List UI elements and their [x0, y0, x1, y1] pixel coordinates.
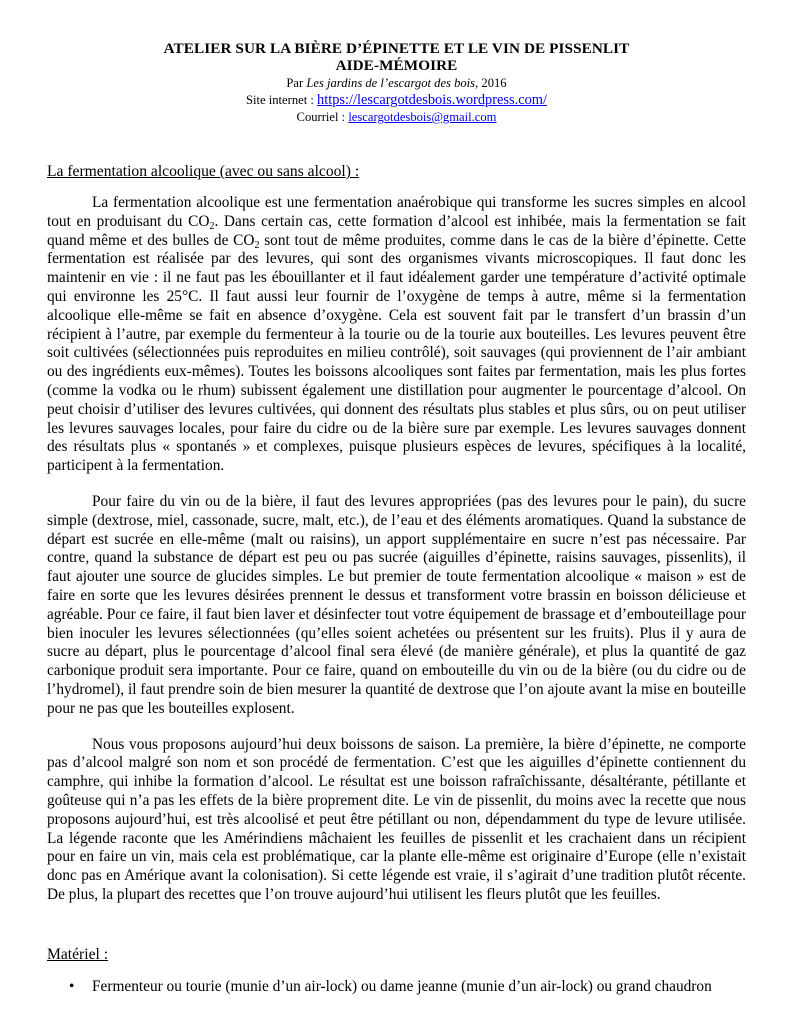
email-label: Courriel :: [296, 110, 349, 124]
paragraph-ingredients: Pour faire du vin ou de la bière, il faut des levures appropriées (pas des levures pour le pain), du sucre simple (dextrose, miel, cassonade, sucre, malt, etc.), de l’eau et des éléments aromatiques. Quand la substance de départ est sucrée en elle-même (malt ou raisins), un apport supplémentaire en sucre n’est pas nécessaire. Par contre, quand la substance de départ est peu ou pas sucrée (aiguilles d’épinette, raisins sauvages, pissenlits), il faut ajouter une source de glucides simples. Le but premier de toute fermentation alcoolique « maison » est de faire en sorte que les levures désirées prennent le dessus et transforment votre brassin en boisson délicieuse et agréable. Pour ce faire, il faut bien laver et désinfecter tout votre équipement de brassage et d’embouteillage pour bien inoculer les levures sélectionnées (qu’elles soient achetées ou présentent sur les fruits). Plus il y aura de sucre au départ, plus le pourcentage d’alcool final sera élevé (de manière générale), et plus la quantité de gaz carbonique produit sera importante. Pour ce faire, quand on embouteille du vin ou de la bière (ou du cidre ou de l’hydromel), il faut prendre soin de bien mesurer la quantité de dextrose que l’on ajoute avant la mise en bouteille pour ne pas que les bouteilles explosent.: [47, 492, 746, 717]
website-label: Site internet :: [246, 93, 318, 107]
byline: [47, 75, 746, 92]
paragraph-seasonal-drinks: Nous vous proposons aujourd’hui deux boissons de saison. La première, la bière d’épinette, ne comporte pas d’alcool malgré son nom et son procédé de fermentation. C’est que les aiguilles d’épinette contiennent du camphre, qui inhibe la formation d’alcool. Le résultat est une boisson rafraîchissante, désaltérante, pétillante et goûteuse qui n’a pas les effets de la bière proprement dite. Le vin de pissenlit, du moins avec la recette que nous proposons aujourd’hui, est très alcoolisé et peut être pétillant ou non, dépendamment du type de levure utilisée. La légende raconte que les Amérindiens mâchaient les feuilles de pissenlit et les crachaient dans un récipient pour en faire un vin, mais cela est problématique, car la plante elle-même est originaire d’Europe (elle n’existait donc pas en Amérique avant la colonisation). Si cette légende est vraie, il s’agirait d’une tradition plutôt récente. De plus, la plupart des recettes que l’on trouve aujourd’hui utilisent les fleurs plutôt que les feuilles.: [47, 735, 746, 903]
email-line: [47, 109, 746, 126]
section-heading-materiel: Matériel :: [47, 945, 109, 963]
bullet-icon: •: [69, 977, 75, 995]
document-page: [47, 40, 746, 996]
byline-author: Les jardins de l’escargot des bois: [306, 76, 476, 90]
byline-year: , 2016: [475, 76, 507, 90]
website-link[interactable]: https://lescargotdesbois.wordpress.com/: [317, 92, 547, 108]
byline-prefix: Par: [286, 76, 307, 90]
website-line: [47, 92, 746, 109]
email-link[interactable]: lescargotdesbois@gmail.com: [348, 110, 497, 124]
section-heading-fermentation: La fermentation alcoolique (avec ou sans alcool) :: [47, 163, 360, 180]
document-subtitle: AIDE-MÉMOIRE: [335, 57, 458, 74]
paragraph-fermentation-intro: La fermentation alcoolique est une fermentation anaérobique qui transforme les sucres simples en alcool tout en produisant du $CO_2$. Dans certain cas, cette formation d’alcool est inhibée, mais la fermentation se fait quand même et des bulles de $CO_2$ sont tout de même produites, comme dans le cas de la bière d’épinette. Cette fermentation est réalisée par des levures, qui sont des organismes vivants microscopiques. Il faut donc les maintenir en vie : il ne faut pas les ébouillanter et il faut idéalement garder une température d’activité optimale qui environne les 25°C. Il faut aussi leur fournir de l’oxygène de temps à autre, même si la fermentation alcoolique elle-même se fait en absence d’oxygène. Cela est souvent fait par le transfert d’un brassin d’un récipient à l’autre, par exemple du fermenteur à la tourie ou de la tourie aux bouteilles. Les levures peuvent être soit cultivées (sélectionnées puis reproduites en milieu contrôlé), soit sauvages (qui proviennent de l’air ambiant ou des ingrédients eux-mêmes). Toutes les boissons alcooliques sont faites par fermentation, mais les plus fortes (comme la vodka ou le rhum) subissent également une distillation pour augmenter le pourcentage d’alcool. On peut choisir d’utiliser des levures cultivées, qui donnent des résultats plus stables et plus sûrs, ou on peut utiliser les levures sauvages locales, pour faire du cidre ou de la bière sure par exemple. Les levures sauvages donnent des résultats plus « spontanés » et complexes, puisque plusieurs espèces de levures, spécifiques à la localité, participent à la fermentation.: [47, 194, 746, 475]
document-title: ATELIER SUR LA BIÈRE D’ÉPINETTE ET LE VIN DE PISSENLIT: [163, 40, 630, 57]
materiel-list: [47, 978, 746, 997]
list-item: [47, 978, 746, 997]
document-header: [47, 40, 746, 126]
list-item-text: Fermenteur ou tourie (munie d’un air-lock) ou dame jeanne (munie d’un air-lock) ou grand chaudron: [92, 977, 712, 995]
